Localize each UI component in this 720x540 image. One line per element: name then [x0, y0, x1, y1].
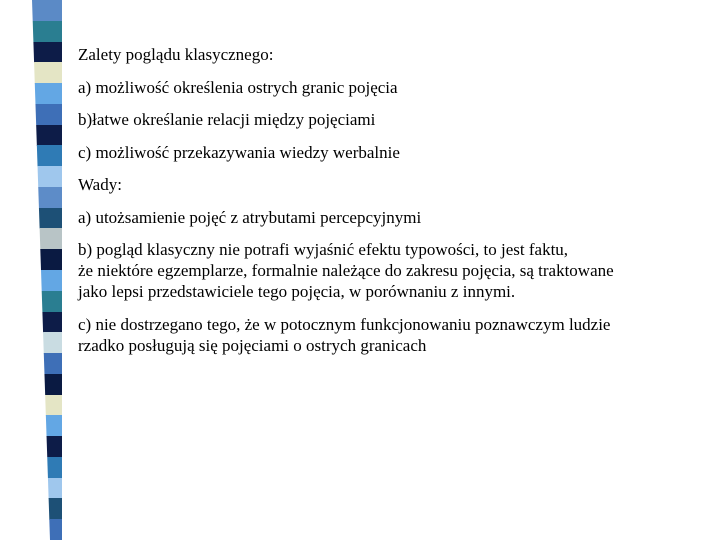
advantages-heading: Zalety poglądu klasycznego: — [78, 45, 274, 64]
stripe-segment — [0, 395, 62, 416]
disadvantage-a: a) utożsamienie pojęć z atrybutami percepcyjnymi — [78, 207, 422, 227]
stripe-segment — [0, 166, 62, 187]
stripe-segment — [0, 187, 62, 208]
stripe-segment — [0, 519, 62, 540]
stripe-segment — [0, 457, 62, 478]
stripe-segment — [0, 42, 62, 63]
stripe-segment — [0, 332, 62, 353]
stripe-segment — [0, 208, 62, 229]
stripe-segment — [0, 104, 62, 125]
disadvantage-b-line-2: że niektóre egzemplarze, formalnie należące do zakresu pojęcia, są traktowane — [78, 261, 614, 280]
slide-content — [78, 44, 718, 367]
stripe-segment — [0, 353, 62, 374]
advantage-c: c) możliwość przekazywania wiedzy werbalnie — [78, 142, 400, 162]
stripe-segment — [0, 145, 62, 166]
stripe-segment — [0, 478, 62, 499]
stripe-segment — [0, 291, 62, 312]
stripe-segment — [0, 312, 62, 333]
stripe-segment — [0, 62, 62, 83]
disadvantage-b — [78, 239, 718, 302]
advantage-b: b)łatwe określanie relacji między pojęciami — [78, 110, 376, 129]
stripe-segment — [0, 415, 62, 436]
stripe-segment — [0, 270, 62, 291]
stripe-segment — [0, 21, 62, 42]
disadvantage-c-line-2: rzadko posługują się pojęciami o ostrych granicach — [78, 335, 427, 355]
stripe-segment — [0, 0, 62, 21]
decorative-stripe — [0, 0, 62, 540]
disadvantage-c — [78, 314, 718, 356]
stripe-segment — [0, 498, 62, 519]
stripe-segment — [0, 436, 62, 457]
stripe-segment — [0, 228, 62, 249]
disadvantage-b-line-3: jako lepsi przedstawiciele tego pojęcia, w porównaniu z innymi. — [78, 282, 516, 301]
disadvantage-c-line-1: c) nie dostrzegano tego, że w potocznym funkcjonowaniu poznawczym ludzie — [78, 314, 611, 334]
stripe-segment — [0, 374, 62, 395]
disadvantages-heading: Wady: — [78, 175, 122, 194]
stripe-segment — [0, 125, 62, 146]
stripe-segment — [0, 83, 62, 104]
disadvantage-b-line-1: b) pogląd klasyczny nie potrafi wyjaśnić efektu typowości, to jest faktu, — [78, 240, 569, 259]
advantage-a: a) możliwość określenia ostrych granic pojęcia — [78, 77, 398, 97]
stripe-segment — [0, 249, 62, 270]
